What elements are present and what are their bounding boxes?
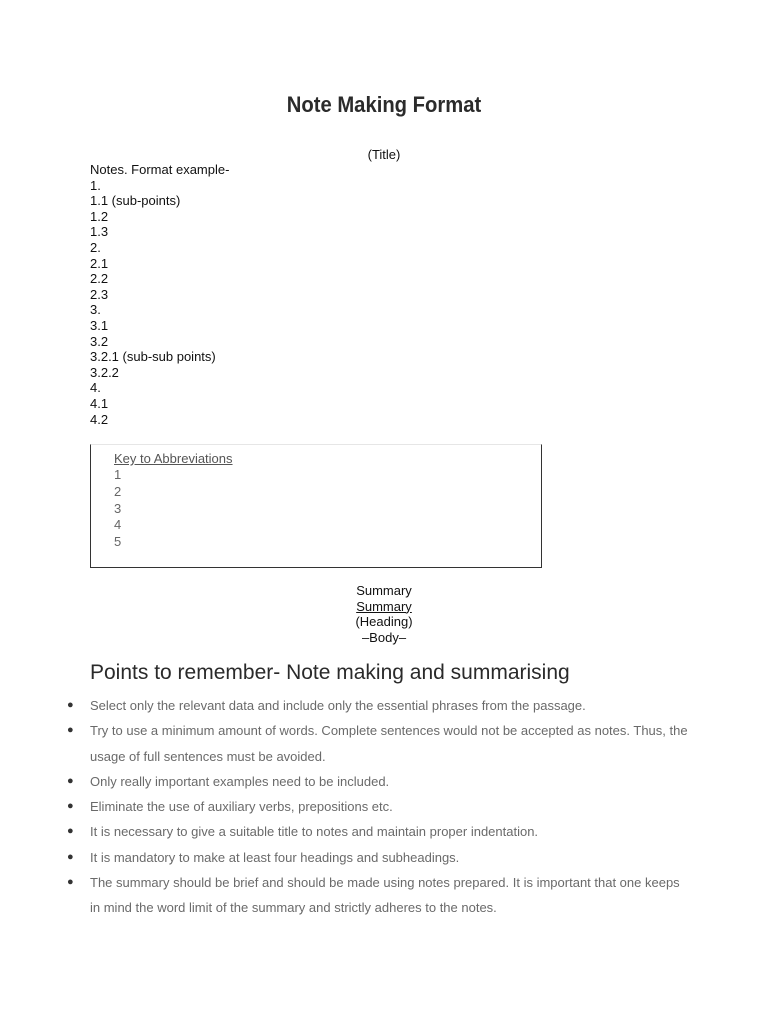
bullet-icon: ●: [67, 724, 74, 737]
list-item: 2.: [90, 239, 101, 255]
bullet-text: Select only the relevant data and include only the essential phrases from the passage.: [90, 698, 586, 713]
bullet-text: Only really important examples need to be included.: [90, 773, 390, 789]
summary-block: [0, 583, 768, 646]
abbreviations-box: [90, 444, 542, 568]
bullet-item: [67, 819, 690, 844]
bullet-icon: ●: [67, 699, 74, 711]
points-heading: Points to remember- Note making and summarising: [90, 661, 570, 684]
list-item: 4.: [90, 380, 101, 396]
list-item: 3.2.2: [90, 364, 119, 380]
abbreviations-heading: Key to Abbreviations: [114, 451, 233, 466]
list-item: 4.2: [90, 411, 109, 427]
bullet-icon: ●: [67, 850, 74, 863]
bullet-icon: ●: [67, 825, 74, 838]
bullet-text: It is mandatory to make at least four headings and subheadings.: [90, 849, 460, 865]
bullet-icon: ●: [67, 774, 74, 787]
bullet-text: It is necessary to give a suitable title to notes and maintain proper indentation.: [90, 824, 539, 840]
list-item: 3.: [90, 302, 101, 318]
list-item: 1.2: [90, 208, 109, 224]
points-list: [67, 693, 690, 921]
abbreviation-item: 4: [114, 517, 122, 533]
bullet-item: [67, 693, 690, 718]
list-item: 2.3: [90, 286, 109, 302]
page-title: Note Making Format: [286, 92, 482, 117]
bullet-item: [67, 718, 690, 769]
list-item: 4.1: [90, 395, 109, 411]
summary-label: Summary: [356, 583, 412, 598]
bullet-item: [67, 870, 690, 921]
abbreviation-item: 3: [114, 500, 122, 516]
abbreviation-item: 2: [114, 483, 122, 499]
list-item: 3.2: [90, 333, 109, 349]
summary-underlined-label: Summary: [356, 598, 412, 614]
bullet-text: Try to use a minimum amount of words. Complete sentences would not be accepted as notes. Thus, the usage of full sentences must be avoided.: [90, 723, 688, 764]
heading-placeholder: (Heading): [355, 614, 413, 630]
title-placeholder: (Title): [367, 147, 401, 162]
list-item: Notes. Format example-: [90, 162, 230, 177]
list-item: 2.1: [90, 255, 109, 271]
bullet-item: [67, 794, 690, 819]
list-item: 3.1: [90, 317, 109, 333]
list-item: 3.2.1 (sub-sub points): [90, 349, 216, 365]
bullet-item: [67, 769, 690, 794]
bullet-icon: ●: [67, 876, 74, 889]
abbreviation-item: 1: [114, 467, 122, 482]
bullet-text: The summary should be brief and should be made using notes prepared. It is important that one keeps in mind the word limit of the summary and strictly adheres to the notes.: [90, 875, 680, 916]
abbreviation-item: 5: [114, 534, 122, 550]
bullet-text: Eliminate the use of auxiliary verbs, prepositions etc.: [90, 799, 393, 815]
body-placeholder: –Body–: [361, 630, 407, 646]
list-item: 1.: [90, 177, 101, 193]
list-item: 2.2: [90, 271, 109, 287]
bullet-item: [67, 845, 690, 870]
list-item: 1.1 (sub-points): [90, 193, 181, 209]
format-example-list: [90, 162, 229, 427]
abbreviations-list: [114, 467, 121, 551]
list-item: 1.3: [90, 224, 109, 240]
bullet-icon: ●: [67, 800, 74, 813]
